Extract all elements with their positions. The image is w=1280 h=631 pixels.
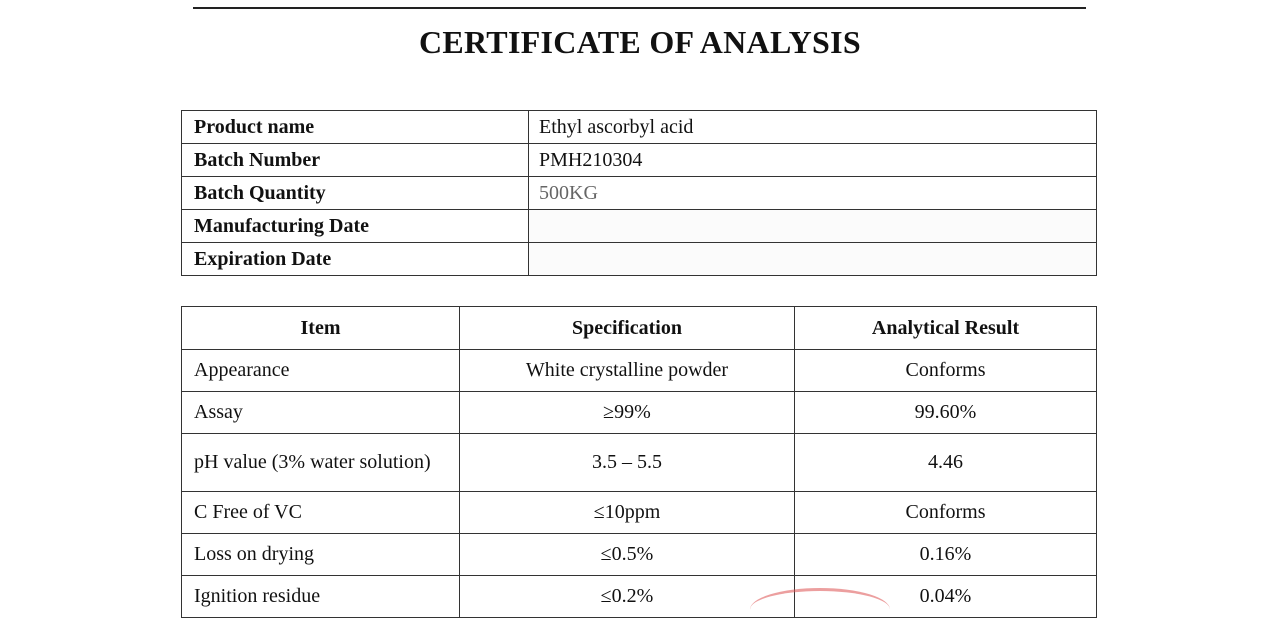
row-specification: 3.5 – 5.5 (460, 434, 795, 492)
batch-quantity-label: Batch Quantity (182, 177, 529, 210)
header-rule (193, 7, 1086, 9)
table-row (182, 392, 1097, 434)
company-stamp-fragment (750, 588, 890, 631)
analysis-header-row (182, 307, 1097, 350)
row-result: 4.46 (795, 434, 1097, 492)
column-header-specification: Specification (460, 307, 795, 350)
table-row (182, 350, 1097, 392)
batch-quantity-value: 500KG (529, 177, 1097, 210)
row-result: Conforms (795, 492, 1097, 534)
row-specification: ≤0.2% (460, 576, 795, 618)
row-item: C Free of VC (182, 492, 460, 534)
expiration-date-value (529, 243, 1097, 276)
document-title: CERTIFICATE OF ANALYSIS (418, 24, 862, 60)
product-name-label: Product name (182, 111, 529, 144)
product-info-row (182, 144, 1097, 177)
product-info-row (182, 177, 1097, 210)
row-specification: ≤10ppm (460, 492, 795, 534)
table-row (182, 576, 1097, 618)
product-name-value: Ethyl ascorbyl acid (529, 111, 1097, 144)
row-result: Conforms (795, 350, 1097, 392)
row-specification: White crystalline powder (460, 350, 795, 392)
expiration-date-label: Expiration Date (182, 243, 529, 276)
row-item: Assay (182, 392, 460, 434)
batch-number-label: Batch Number (182, 144, 529, 177)
product-info-row (182, 111, 1097, 144)
table-row (182, 534, 1097, 576)
row-result: 0.16% (795, 534, 1097, 576)
product-info-row (182, 210, 1097, 243)
manufacturing-date-value (529, 210, 1097, 243)
column-header-result: Analytical Result (795, 307, 1097, 350)
column-header-item: Item (182, 307, 460, 350)
batch-number-value: PMH210304 (529, 144, 1097, 177)
manufacturing-date-label: Manufacturing Date (182, 210, 529, 243)
row-result: 0.04% (795, 576, 1097, 618)
table-row (182, 434, 1097, 492)
row-specification: ≤0.5% (460, 534, 795, 576)
table-row (182, 492, 1097, 534)
row-specification: ≥99% (460, 392, 795, 434)
product-info-row (182, 243, 1097, 276)
row-item: Loss on drying (182, 534, 460, 576)
product-info-table (181, 110, 1097, 276)
analysis-table (181, 306, 1097, 618)
row-item: pH value (3% water solution) (182, 434, 460, 492)
row-item: Ignition residue (182, 576, 460, 618)
row-result: 99.60% (795, 392, 1097, 434)
row-item: Appearance (182, 350, 460, 392)
